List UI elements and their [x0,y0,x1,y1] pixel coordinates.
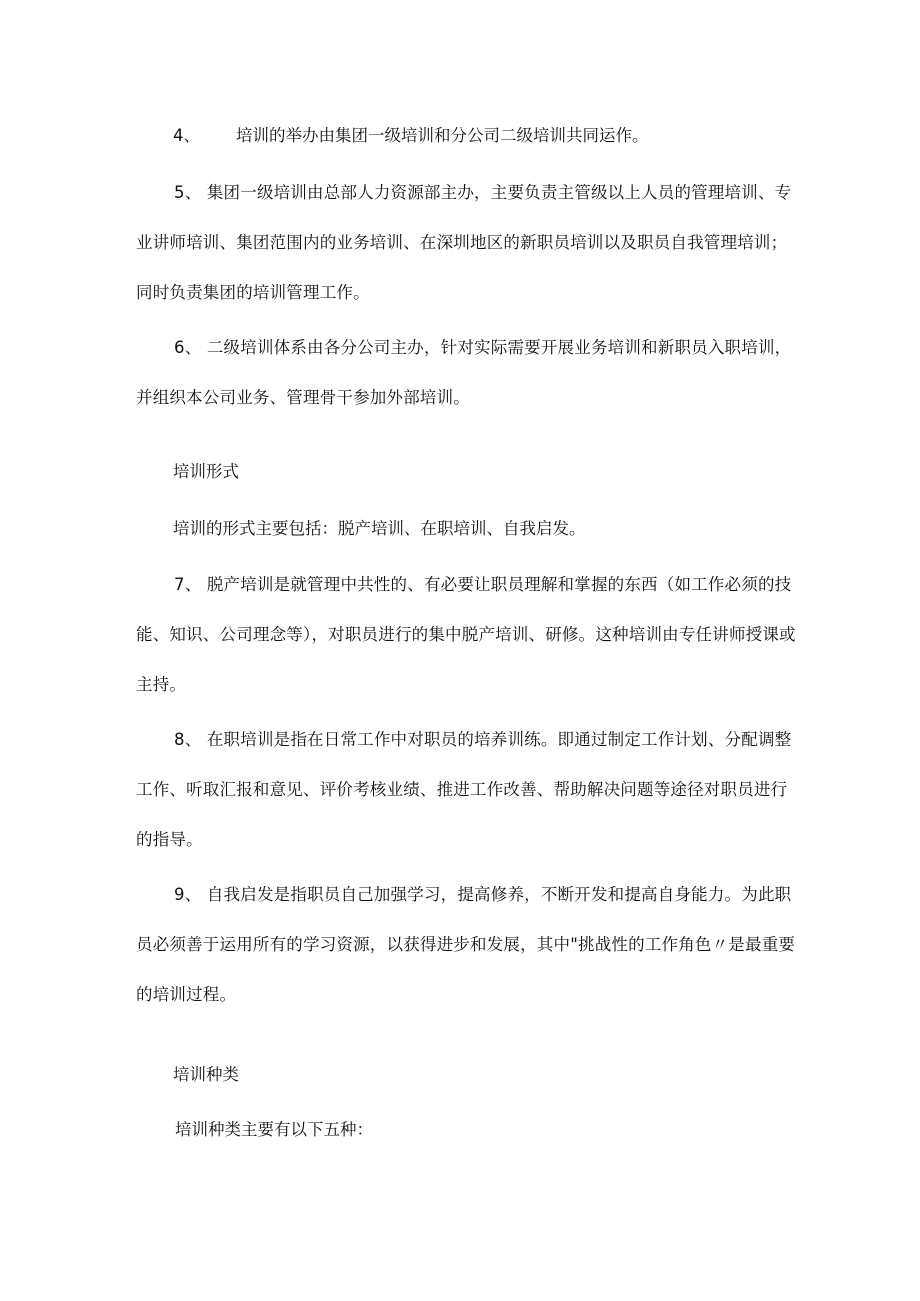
paragraph-8 [136,715,796,865]
section-heading-training-form: 培训形式 [173,462,239,481]
paragraph-5-text: 集团一级培训由总部人力资源部主办，主要负责主管级以上人员的管理培训、专业讲师培训、集团范围内的业务培训、在深圳地区的新职员培训以及职员自我管理培训；同时负责集团的培训管理工作。 [136,183,792,302]
paragraph-4-text: 培训的举办由集团一级培训和分公司二级培训共同运作。 [236,126,649,145]
paragraph-8-number: 8、 [174,730,202,749]
training-types-intro: 培训种类主要有以下五种： [175,1120,373,1139]
paragraph-7-number: 7、 [174,575,202,594]
paragraph-5 [136,168,796,318]
paragraph-9 [136,870,796,1020]
paragraph-7 [136,560,796,710]
section-heading-training-types: 培训种类 [173,1065,239,1084]
paragraph-6-number: 6、 [174,338,202,357]
paragraph-9-number: 9、 [174,885,202,904]
training-form-intro: 培训的形式主要包括：脱产培训、在职培训、自我启发。 [173,519,586,538]
paragraph-4-number: 4、 [173,126,200,145]
paragraph-4 [173,124,649,148]
paragraph-8-text: 在职培训是指在日常工作中对职员的培养训练。即通过制定工作计划、分配调整工作、听取汇报和意见、评价考核业绩、推进工作改善、帮助解决问题等途径对职员进行的指导。 [136,730,792,849]
paragraph-6-text: 二级培训体系由各分公司主办，针对实际需要开展业务培训和新职员入职培训，并组织本公司业务、管理骨干参加外部培训。 [136,338,792,407]
paragraph-5-number: 5、 [174,183,202,202]
paragraph-7-text: 脱产培训是就管理中共性的、有必要让职员理解和掌握的东西（如工作必须的技能、知识、公司理念等），对职员进行的集中脱产培训、研修。这种培训由专任讲师授课或主持。 [136,575,796,694]
paragraph-6 [136,323,796,423]
paragraph-9-text: 自我启发是指职员自己加强学习，提高修养，不断开发和提高自身能力。为此职员必须善于运用所有的学习资源，以获得进步和发展，其中"挑战性的工作角色〃是最重要的培训过程。 [136,885,796,1004]
